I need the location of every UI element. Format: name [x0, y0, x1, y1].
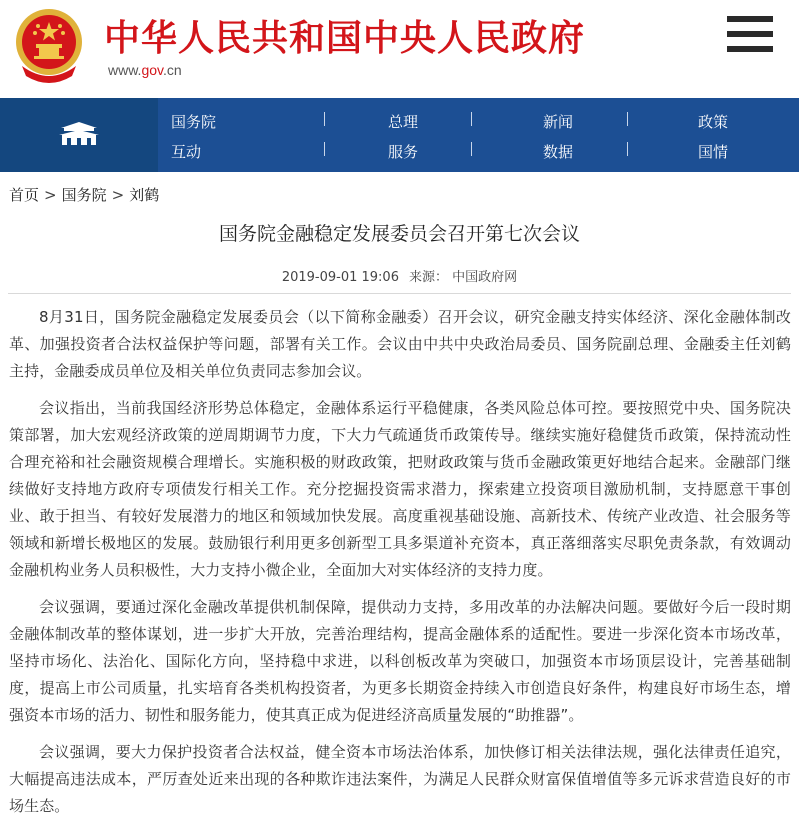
article-date: 2019-09-01 19:06: [281, 270, 399, 285]
article-meta: [0, 266, 799, 285]
nav-item-fuwu[interactable]: 服务: [388, 143, 419, 161]
nav-item-zongli[interactable]: 总理: [388, 113, 419, 131]
breadcrumb-separator: >: [111, 186, 125, 204]
article-paragraph: 会议强调，要通过深化金融改革提供机制保障，提供动力支持，多用改革的办法解决问题。要做好今后一段时期金融体制改革的整体谋划，进一步扩大开放，完善治理结构，提高金融体系的适配性。要进一步深化资本市场改革，坚持市场化、法治化、国际化方向，坚持稳中求进，以科创板改革为突破口，加强资本市场顶层设计，完善基础制度，提高上市公司质量，扎实培育各类机构投资者，为更多长期资金持续入市创造良好条件，构建良好市场生态，增强资本市场的活力、韧性和服务能力，使其真正成为促进经济高质量发展的“助推器”。: [9, 598, 791, 724]
article-paragraph: 会议强调，要大力保护投资者合法权益，健全资本市场法治体系，加快修订相关法律法规，强化法律责任追究，大幅提高违法成本，严厉查处近来出现的各种欺诈违法案件，为满足人民群众财富保值增值等多元诉求营造良好的市场生态。: [9, 743, 791, 815]
hamburger-menu-icon[interactable]: [727, 16, 773, 56]
divider: [8, 293, 791, 294]
url-gov: gov: [141, 62, 163, 78]
article-source: 中国政府网: [452, 270, 518, 285]
breadcrumb-liuhe[interactable]: 刘鹤: [129, 186, 160, 204]
article-body: [9, 304, 791, 830]
source-label: 来源：: [408, 270, 448, 285]
breadcrumb-separator: >: [44, 186, 57, 204]
nav-divider: [627, 142, 628, 156]
article-title: 国务院金融稳定发展委员会召开第七次会议: [218, 223, 580, 245]
site-header: [0, 0, 799, 98]
site-url[interactable]: [108, 62, 182, 78]
nav-divider: [324, 142, 325, 156]
url-prefix: www.: [108, 62, 142, 78]
url-suffix: .cn: [163, 62, 182, 78]
main-nav: [0, 98, 799, 172]
nav-item-guowuyuan[interactable]: 国务院: [171, 113, 217, 131]
nav-home-button[interactable]: [0, 98, 158, 172]
nav-item-xinwen[interactable]: 新闻: [543, 113, 574, 131]
breadcrumb-home[interactable]: 首页: [9, 186, 40, 204]
breadcrumb: [9, 184, 159, 205]
nav-item-shuju[interactable]: 数据: [543, 143, 574, 161]
nav-divider: [471, 112, 472, 126]
breadcrumb-guowuyuan[interactable]: 国务院: [61, 186, 107, 204]
nav-divider: [471, 142, 472, 156]
nav-item-zhengce[interactable]: 政策: [698, 113, 729, 131]
national-emblem-icon[interactable]: [12, 6, 86, 84]
article-paragraph: 会议指出，当前我国经济形势总体稳定，金融体系运行平稳健康，各类风险总体可控。要按照党中央、国务院决策部署，加大宏观经济政策的逆周期调节力度，下大力气疏通货币政策传导。继续实施好稳健货币政策，保持流动性合理充裕和社会融资规模合理增长。实施积极的财政政策，把财政政策与货币金融政策更好地结合起来。金融部门继续做好支持地方政府专项债发行相关工作。充分挖掘投资需求潜力，探索建立投资项目激励机制，支持愿意干事创业、敢于担当、有较好发展潜力的地区和领域加快发展。高度重视基础设施、高新技术、传统产业改造、社会服务等领域和新增长极地区的发展。鼓励银行利用更多创新型工具多渠道补充资本，真正落细落实尽职免责条款，有效调动金融机构业务人员积极性，大力支持小微企业，全面加大对实体经济的支持力度。: [9, 399, 791, 579]
nav-item-guoqing[interactable]: 国情: [698, 143, 729, 161]
tiananmen-icon: [57, 120, 101, 148]
nav-item-hudong[interactable]: 互动: [171, 143, 202, 161]
nav-divider: [324, 112, 325, 126]
site-title[interactable]: 中华人民共和国中央人民政府: [104, 18, 586, 59]
article-paragraph: 8月31日，国务院金融稳定发展委员会（以下简称金融委）召开会议，研究金融支持实体经济、深化金融体制改革、加强投资者合法权益保护等问题，部署有关工作。会议由中共中央政治局委员、国务院副总理、金融委主任刘鹤主持，金融委成员单位及相关单位负责同志参加会议。: [9, 308, 791, 380]
nav-divider: [627, 112, 628, 126]
